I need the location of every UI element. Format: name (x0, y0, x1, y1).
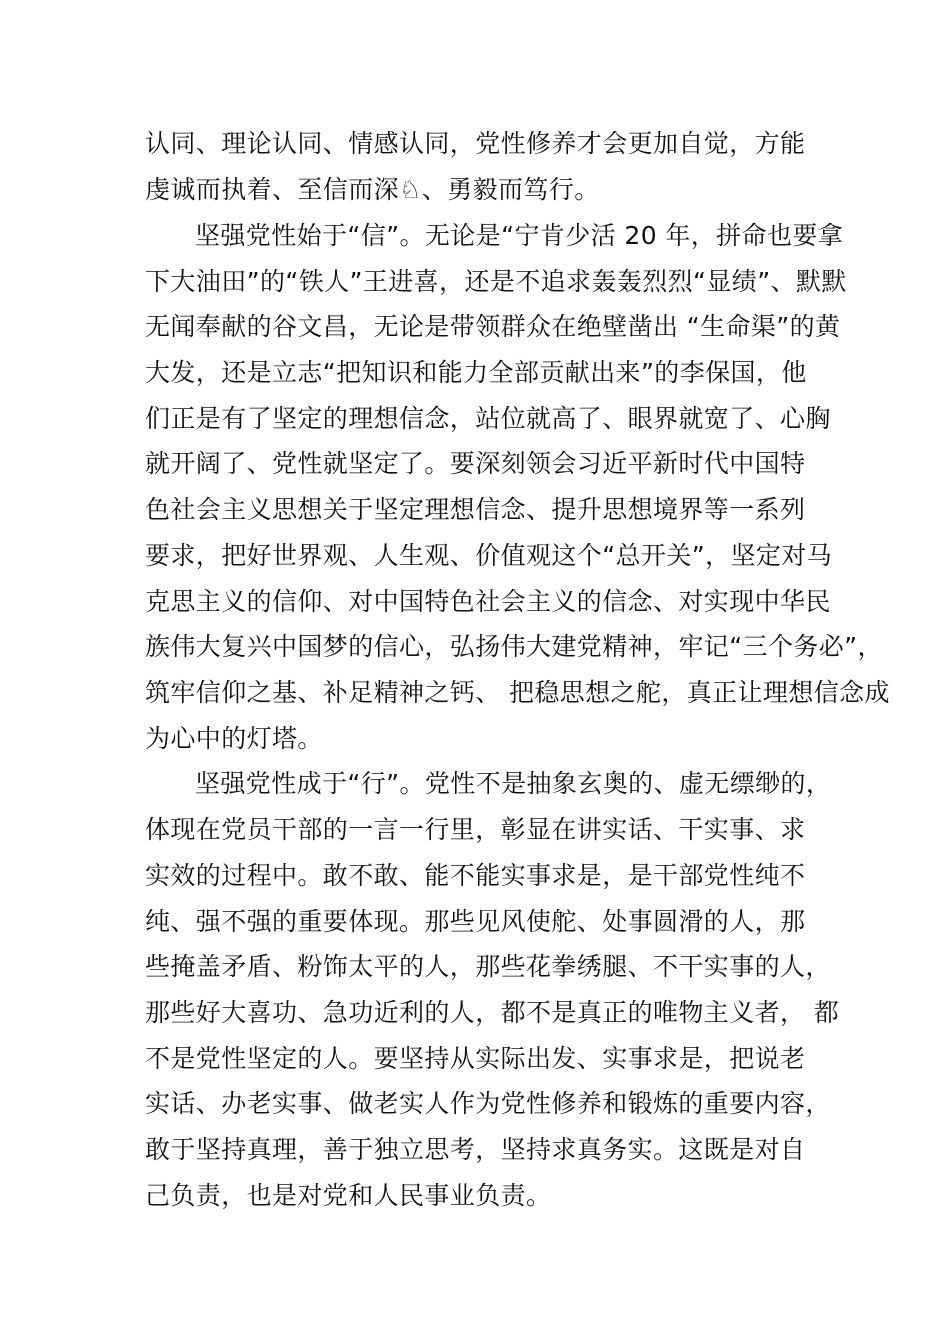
text-line: 下大油田”的“铁人”王进喜，还是不追求轰轰烈烈“显绩”、默默 (145, 267, 847, 296)
text-line: 克思主义的信仰、对中国特色社会主义的信念、对实现中华民 (145, 587, 831, 616)
text-line: 不是党性坚定的人。要坚持从实际出发、实事求是，把说老 (145, 1044, 806, 1073)
text-line: 纯、强不强的重要体现。那些见风使舵、处事圆滑的人，那 (145, 907, 806, 936)
text-line: 为心中的灯塔。 (145, 724, 323, 753)
text-line: 们正是有了坚定的理想信念，站位就高了、眼界就宽了、心胸 (145, 404, 831, 433)
text-line: 实话、办老实事、做老实人作为党性修养和锻炼的重要内容， (145, 1089, 831, 1118)
text-line: 虔诚而执着、至信而深♘、勇毅而笃行。 (145, 175, 600, 204)
text-line: 坚强党性成于“行”。党性不是抽象玄奥的、虚无缥缈的， (195, 769, 832, 798)
text-line: 无闻奉献的谷文昌，无论是带领群众在绝壁凿出 “生命渠”的黄 (145, 312, 841, 341)
text-line: 就开阔了、党性就坚定了。要深刻领会习近平新时代中国特 (145, 449, 806, 478)
text-line: 族伟大复兴中国梦的信心，弘扬伟大建党精神，牢记“三个务必”， (145, 632, 883, 661)
text-line: 那些好大喜功、急功近利的人，都不是真正的唯物主义者， 都 (145, 998, 840, 1027)
text-line: 实效的过程中。敢不敢、能不能实事求是，是干部党性纯不 (145, 861, 806, 890)
text-line: 认同、理论认同、情感认同，党性修养才会更加自觉，方能 (145, 129, 806, 158)
text-line: 坚强党性始于“信”。无论是“宁肯少活 20 年，拼命也要拿 (195, 221, 844, 250)
text-line: 敢于坚持真理，善于独立思考，坚持求真务实。这既是对自 (145, 1135, 806, 1164)
text-line: 色社会主义思想关于坚定理想信念、提升思想境界等一系列 (145, 495, 806, 524)
text-line: 大发，还是立志“把知识和能力全部贡献出来”的李保国，他 (145, 358, 807, 387)
text-line: 体现在党员干部的一言一行里，彰显在讲实话、干实事、求 (145, 815, 806, 844)
text-line: 些掩盖矛盾、粉饰太平的人，那些花拳绣腿、不干实事的人， (145, 952, 831, 981)
text-line: 己负责，也是对党和人民事业负责。 (145, 1181, 552, 1210)
text-line: 筑牢信仰之基、补足精神之钙、 把稳思想之舵，真正让理想信念成 (145, 678, 890, 707)
text-line: 要求，把好世界观、人生观、价值观这个“总开关”，坚定对马 (145, 541, 833, 570)
